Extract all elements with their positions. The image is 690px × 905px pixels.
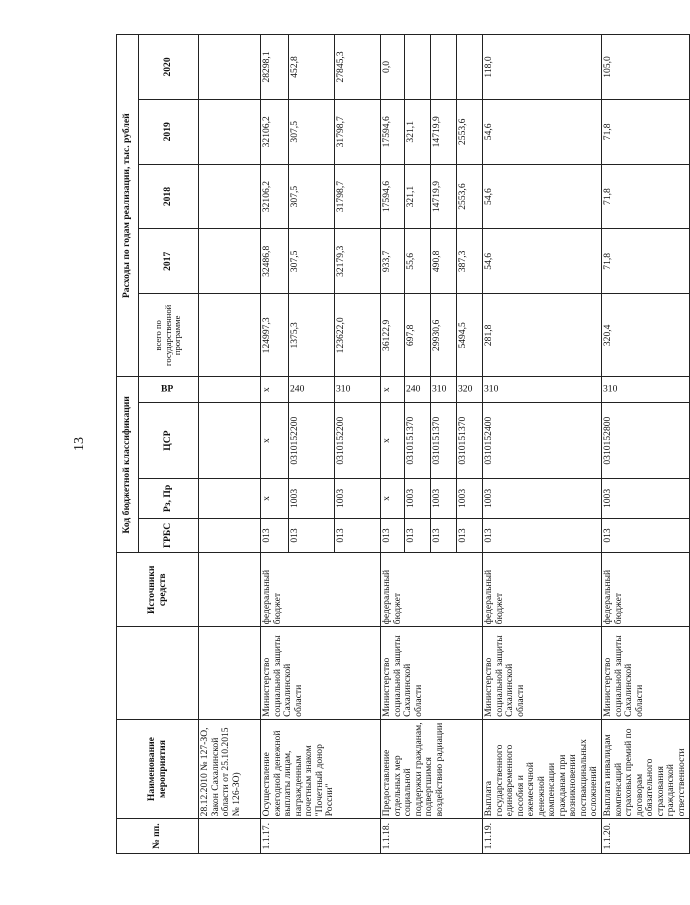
row-name: Предоставление отдельных мер социальной поддержки гражданам, подвергшимся воздействию радиации (381, 719, 483, 818)
header-expenses: Расходы по годам реализации, тыс. рублей (117, 35, 139, 377)
cell-2019: 71,8 (602, 99, 690, 164)
cell-csr: 0310151370 (457, 402, 483, 478)
cell-grbs (199, 518, 261, 553)
cell-2018: 321,1 (405, 164, 431, 229)
header-total: всего по государственной программе (139, 294, 199, 377)
cell-total: 320,4 (602, 294, 690, 377)
table-body (199, 35, 690, 854)
row-no: 1.1.20. (602, 819, 690, 854)
header-csr: ЦСР (139, 402, 199, 478)
cell-vr: х (381, 377, 405, 403)
cell-2019 (199, 99, 261, 164)
header-no: № пп. (117, 819, 199, 854)
cell-2018: 17594,6 (381, 164, 405, 229)
cell-total: 281,8 (483, 294, 602, 377)
expenses-table (116, 34, 690, 854)
row-source: федеральный бюджет (602, 553, 690, 627)
row-executor: Министерство социальной защиты Сахалинской области (261, 627, 381, 720)
cell-total: 36122,9 (381, 294, 405, 377)
cell-2017: 71,8 (602, 229, 690, 294)
header-grbs: ГРБС (139, 518, 199, 553)
cell-vr: 240 (289, 377, 335, 403)
cell-2018: 54,6 (483, 164, 602, 229)
cell-total: 5494,5 (457, 294, 483, 377)
cell-total: 697,8 (405, 294, 431, 377)
row-source: федеральный бюджет (483, 553, 602, 627)
page-number: 13 (72, 437, 87, 451)
cell-rzpr: х (381, 479, 405, 518)
cell-2017: 307,5 (289, 229, 335, 294)
row-executor: Министерство социальной защиты Сахалинской области (483, 627, 602, 720)
cell-2019: 14719,9 (431, 99, 457, 164)
cell-vr: 310 (335, 377, 381, 403)
cell-grbs: 013 (381, 518, 405, 553)
row-no: 1.1.17. (261, 819, 381, 854)
cell-csr: 0310152800 (602, 402, 690, 478)
row-no: 1.1.19. (483, 819, 602, 854)
cell-grbs: 013 (289, 518, 335, 553)
cell-grbs: 013 (457, 518, 483, 553)
cell-2020: 452,8 (289, 35, 335, 100)
cell-grbs: 013 (431, 518, 457, 553)
cell-vr: 310 (602, 377, 690, 403)
cell-2020 (405, 35, 431, 100)
cell-rzpr: 1003 (289, 479, 335, 518)
cell-vr: 310 (483, 377, 602, 403)
row-name: Выплата инвалидам компенсаций страховых премий по договорам обязательного страхования гражданской ответственности (602, 719, 690, 818)
row-no: 1.1.18. (381, 819, 483, 854)
cell-rzpr (199, 479, 261, 518)
rotated-page (116, 34, 687, 854)
row-executor (199, 627, 261, 720)
cell-rzpr: х (261, 479, 289, 518)
cell-2017: 933,7 (381, 229, 405, 294)
cell-rzpr: 1003 (602, 479, 690, 518)
row-executor: Министерство социальной защиты Сахалинской области (602, 627, 690, 720)
cell-csr: 0310152200 (335, 402, 381, 478)
cell-vr (199, 377, 261, 403)
cell-2018: 14719,9 (431, 164, 457, 229)
row-no (199, 819, 261, 854)
header-executor (117, 627, 199, 720)
cell-2018: 31798,7 (335, 164, 381, 229)
cell-rzpr: 1003 (431, 479, 457, 518)
cell-total: 123622,0 (335, 294, 381, 377)
cell-2019: 2553,6 (457, 99, 483, 164)
cell-2018 (199, 164, 261, 229)
header-budget-code: Код бюджетной классификации (117, 377, 139, 553)
cell-csr: х (381, 402, 405, 478)
cell-2020: 28298,1 (261, 35, 289, 100)
cell-2017: 490,8 (431, 229, 457, 294)
cell-total: 124997,3 (261, 294, 289, 377)
cell-rzpr: 1003 (483, 479, 602, 518)
cell-grbs: 013 (405, 518, 431, 553)
cell-2018: 307,5 (289, 164, 335, 229)
cell-2019: 54,6 (483, 99, 602, 164)
cell-2020: 118,0 (483, 35, 602, 100)
cell-total: 29930,6 (431, 294, 457, 377)
cell-vr: 240 (405, 377, 431, 403)
table-header (117, 35, 199, 854)
cell-csr: 0310151370 (431, 402, 457, 478)
cell-2019: 321,1 (405, 99, 431, 164)
header-source: Источники средств (117, 553, 199, 627)
cell-total: 1375,3 (289, 294, 335, 377)
cell-2018: 71,8 (602, 164, 690, 229)
cell-csr (199, 402, 261, 478)
cell-2017: 387,3 (457, 229, 483, 294)
header-rzpr: Рз, Пр (139, 479, 199, 518)
header-2020: 2020 (139, 35, 199, 100)
cell-2020: 0,0 (381, 35, 405, 100)
cell-2020 (457, 35, 483, 100)
row-name: Осуществление ежегодной денежной выплаты лицам, награжденным почетным знаком "Почетный донор России" (261, 719, 381, 818)
row-name: Выплата государственного единовременного пособия и ежемесячной денежной компенсации гражданам при возникновении поствакцинальных осложнений (483, 719, 602, 818)
cell-2019: 31798,7 (335, 99, 381, 164)
cell-vr: х (261, 377, 289, 403)
row-source (199, 553, 261, 627)
cell-rzpr: 1003 (335, 479, 381, 518)
cell-grbs: 013 (335, 518, 381, 553)
cell-csr: 0310151370 (405, 402, 431, 478)
cell-grbs: 013 (602, 518, 690, 553)
cell-grbs: 013 (261, 518, 289, 553)
table-row (381, 35, 405, 854)
cell-2019: 307,5 (289, 99, 335, 164)
row-source: федеральный бюджет (381, 553, 483, 627)
header-2017: 2017 (139, 229, 199, 294)
header-vr: ВР (139, 377, 199, 403)
table-row (602, 35, 690, 854)
cell-vr: 310 (431, 377, 457, 403)
row-source: федеральный бюджет (261, 553, 381, 627)
cell-csr: 0310152200 (289, 402, 335, 478)
cell-2018: 2553,6 (457, 164, 483, 229)
cell-rzpr: 1003 (405, 479, 431, 518)
cell-2018: 32106,2 (261, 164, 289, 229)
cell-2019: 17594,6 (381, 99, 405, 164)
header-2019: 2019 (139, 99, 199, 164)
cell-2020 (199, 35, 261, 100)
cell-2020: 27845,3 (335, 35, 381, 100)
table-row (483, 35, 602, 854)
header-2018: 2018 (139, 164, 199, 229)
table-row (199, 35, 261, 854)
cell-2017: 32179,3 (335, 229, 381, 294)
cell-total (199, 294, 261, 377)
cell-2020 (431, 35, 457, 100)
cell-csr: 0310152400 (483, 402, 602, 478)
header-name: Наименование мероприятия (117, 719, 199, 818)
cell-2017: 54,6 (483, 229, 602, 294)
row-executor: Министерство социальной защиты Сахалинской области (381, 627, 483, 720)
table-row (261, 35, 289, 854)
cell-vr: 320 (457, 377, 483, 403)
cell-2020: 105,0 (602, 35, 690, 100)
cell-rzpr: 1003 (457, 479, 483, 518)
cell-grbs: 013 (483, 518, 602, 553)
cell-2019: 32106,2 (261, 99, 289, 164)
cell-2017 (199, 229, 261, 294)
cell-2017: 32486,8 (261, 229, 289, 294)
row-name: 28.12.2010 № 127-ЗО, Закон Сахалинской области от 25.10.2015 № 126-ЗО) (199, 719, 261, 818)
cell-csr: х (261, 402, 289, 478)
cell-2017: 55,6 (405, 229, 431, 294)
